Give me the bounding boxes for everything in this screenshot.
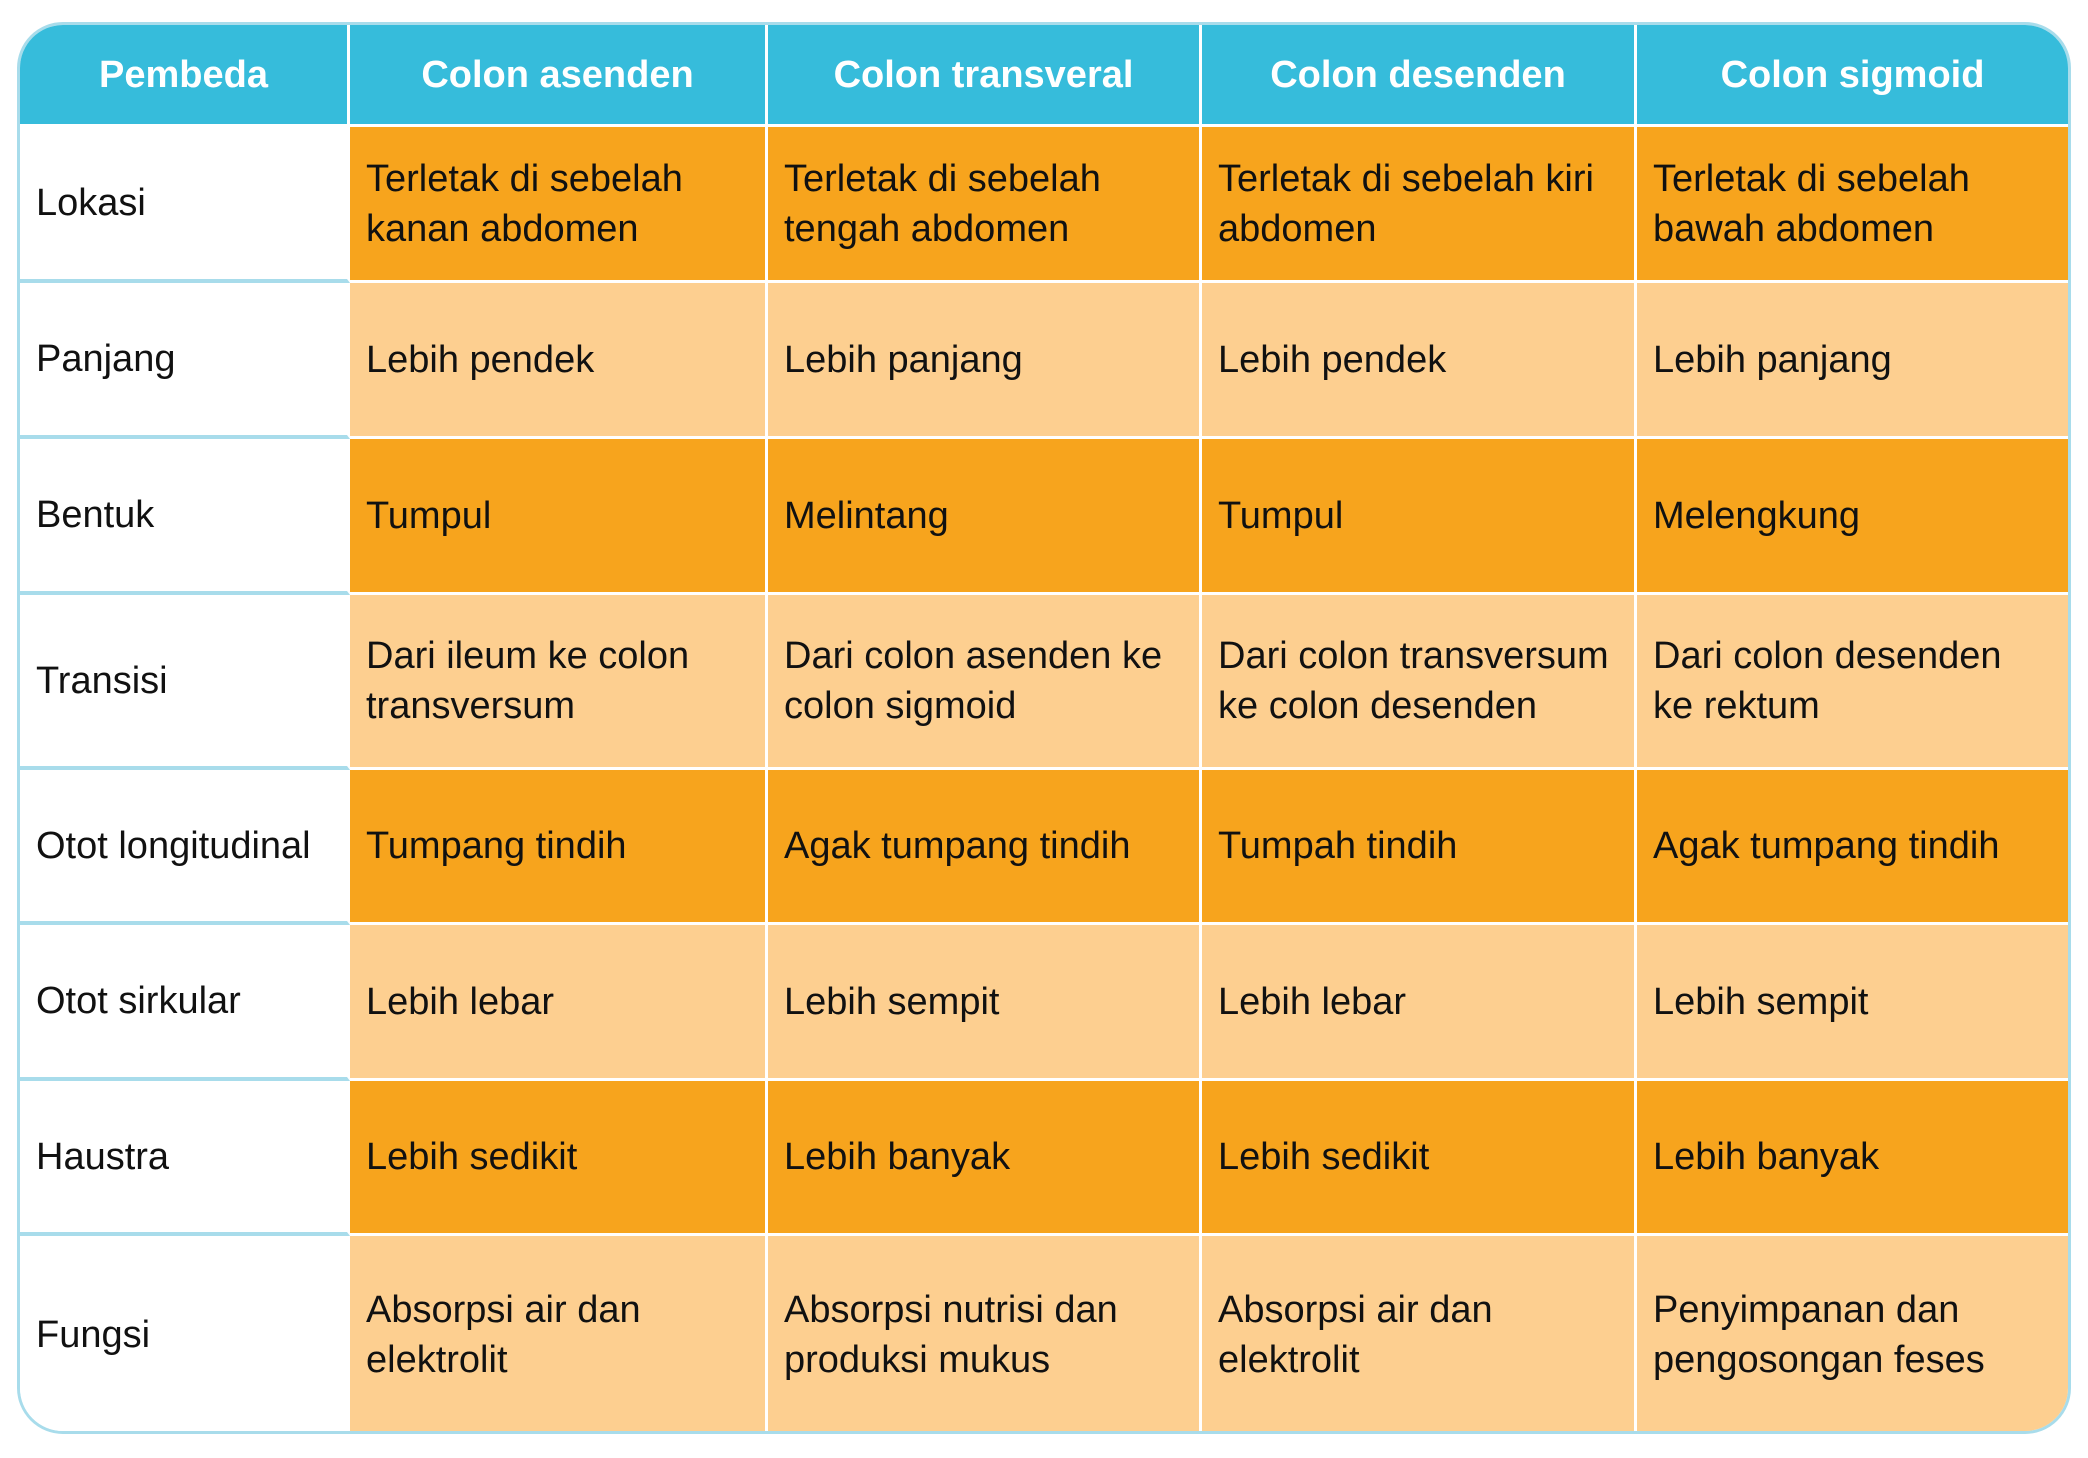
column-header: Colon asenden [350,25,768,127]
table-cell: Dari colon desenden ke rektum [1637,595,2068,770]
row-label: Otot longitudinal [20,770,350,925]
table-cell: Tumpul [350,439,768,595]
table-grid [20,25,2068,1431]
table-cell: Absorpsi nutrisi dan produksi mukus [768,1236,1202,1433]
table-cell: Absorpsi air dan elektrolit [350,1236,768,1433]
table-cell: Dari ileum ke colon transversum [350,595,768,770]
table-cell: Lebih lebar [350,925,768,1081]
table-cell: Lebih panjang [1637,283,2068,439]
table-cell: Melintang [768,439,1202,595]
comparison-table [17,22,2071,1434]
row-label: Otot sirkular [20,925,350,1081]
table-cell: Terletak di sebelah bawah abdomen [1637,127,2068,283]
table-cell: Lebih lebar [1202,925,1637,1081]
table-cell: Melengkung [1637,439,2068,595]
row-label: Transisi [20,595,350,770]
column-header: Pembeda [20,25,350,127]
table-cell: Lebih pendek [1202,283,1637,439]
table-cell: Dari colon transversum ke colon desenden [1202,595,1637,770]
table-cell: Terletak di sebelah kanan abdomen [350,127,768,283]
table-cell: Lebih sedikit [350,1081,768,1236]
row-label: Lokasi [20,127,350,283]
table-cell: Terletak di sebelah tengah abdomen [768,127,1202,283]
table-cell: Penyimpanan dan pengosongan feses [1637,1236,2068,1433]
row-label: Bentuk [20,439,350,595]
table-cell: Lebih sempit [768,925,1202,1081]
table-cell: Lebih pendek [350,283,768,439]
table-cell: Agak tumpang tindih [768,770,1202,925]
table-cell: Dari colon asenden ke colon sigmoid [768,595,1202,770]
table-cell: Agak tumpang tindih [1637,770,2068,925]
table-cell: Absorpsi air dan elektrolit [1202,1236,1637,1433]
row-label: Panjang [20,283,350,439]
column-header: Colon sigmoid [1637,25,2068,127]
column-header: Colon transveral [768,25,1202,127]
table-cell: Terletak di sebelah kiri abdomen [1202,127,1637,283]
table-cell: Tumpah tindih [1202,770,1637,925]
column-header: Colon desenden [1202,25,1637,127]
row-label: Haustra [20,1081,350,1236]
table-cell: Lebih panjang [768,283,1202,439]
table-cell: Lebih sempit [1637,925,2068,1081]
table-cell: Lebih banyak [768,1081,1202,1236]
table-cell: Lebih banyak [1637,1081,2068,1236]
row-label: Fungsi [20,1236,350,1433]
table-cell: Lebih sedikit [1202,1081,1637,1236]
table-cell: Tumpang tindih [350,770,768,925]
table-cell: Tumpul [1202,439,1637,595]
